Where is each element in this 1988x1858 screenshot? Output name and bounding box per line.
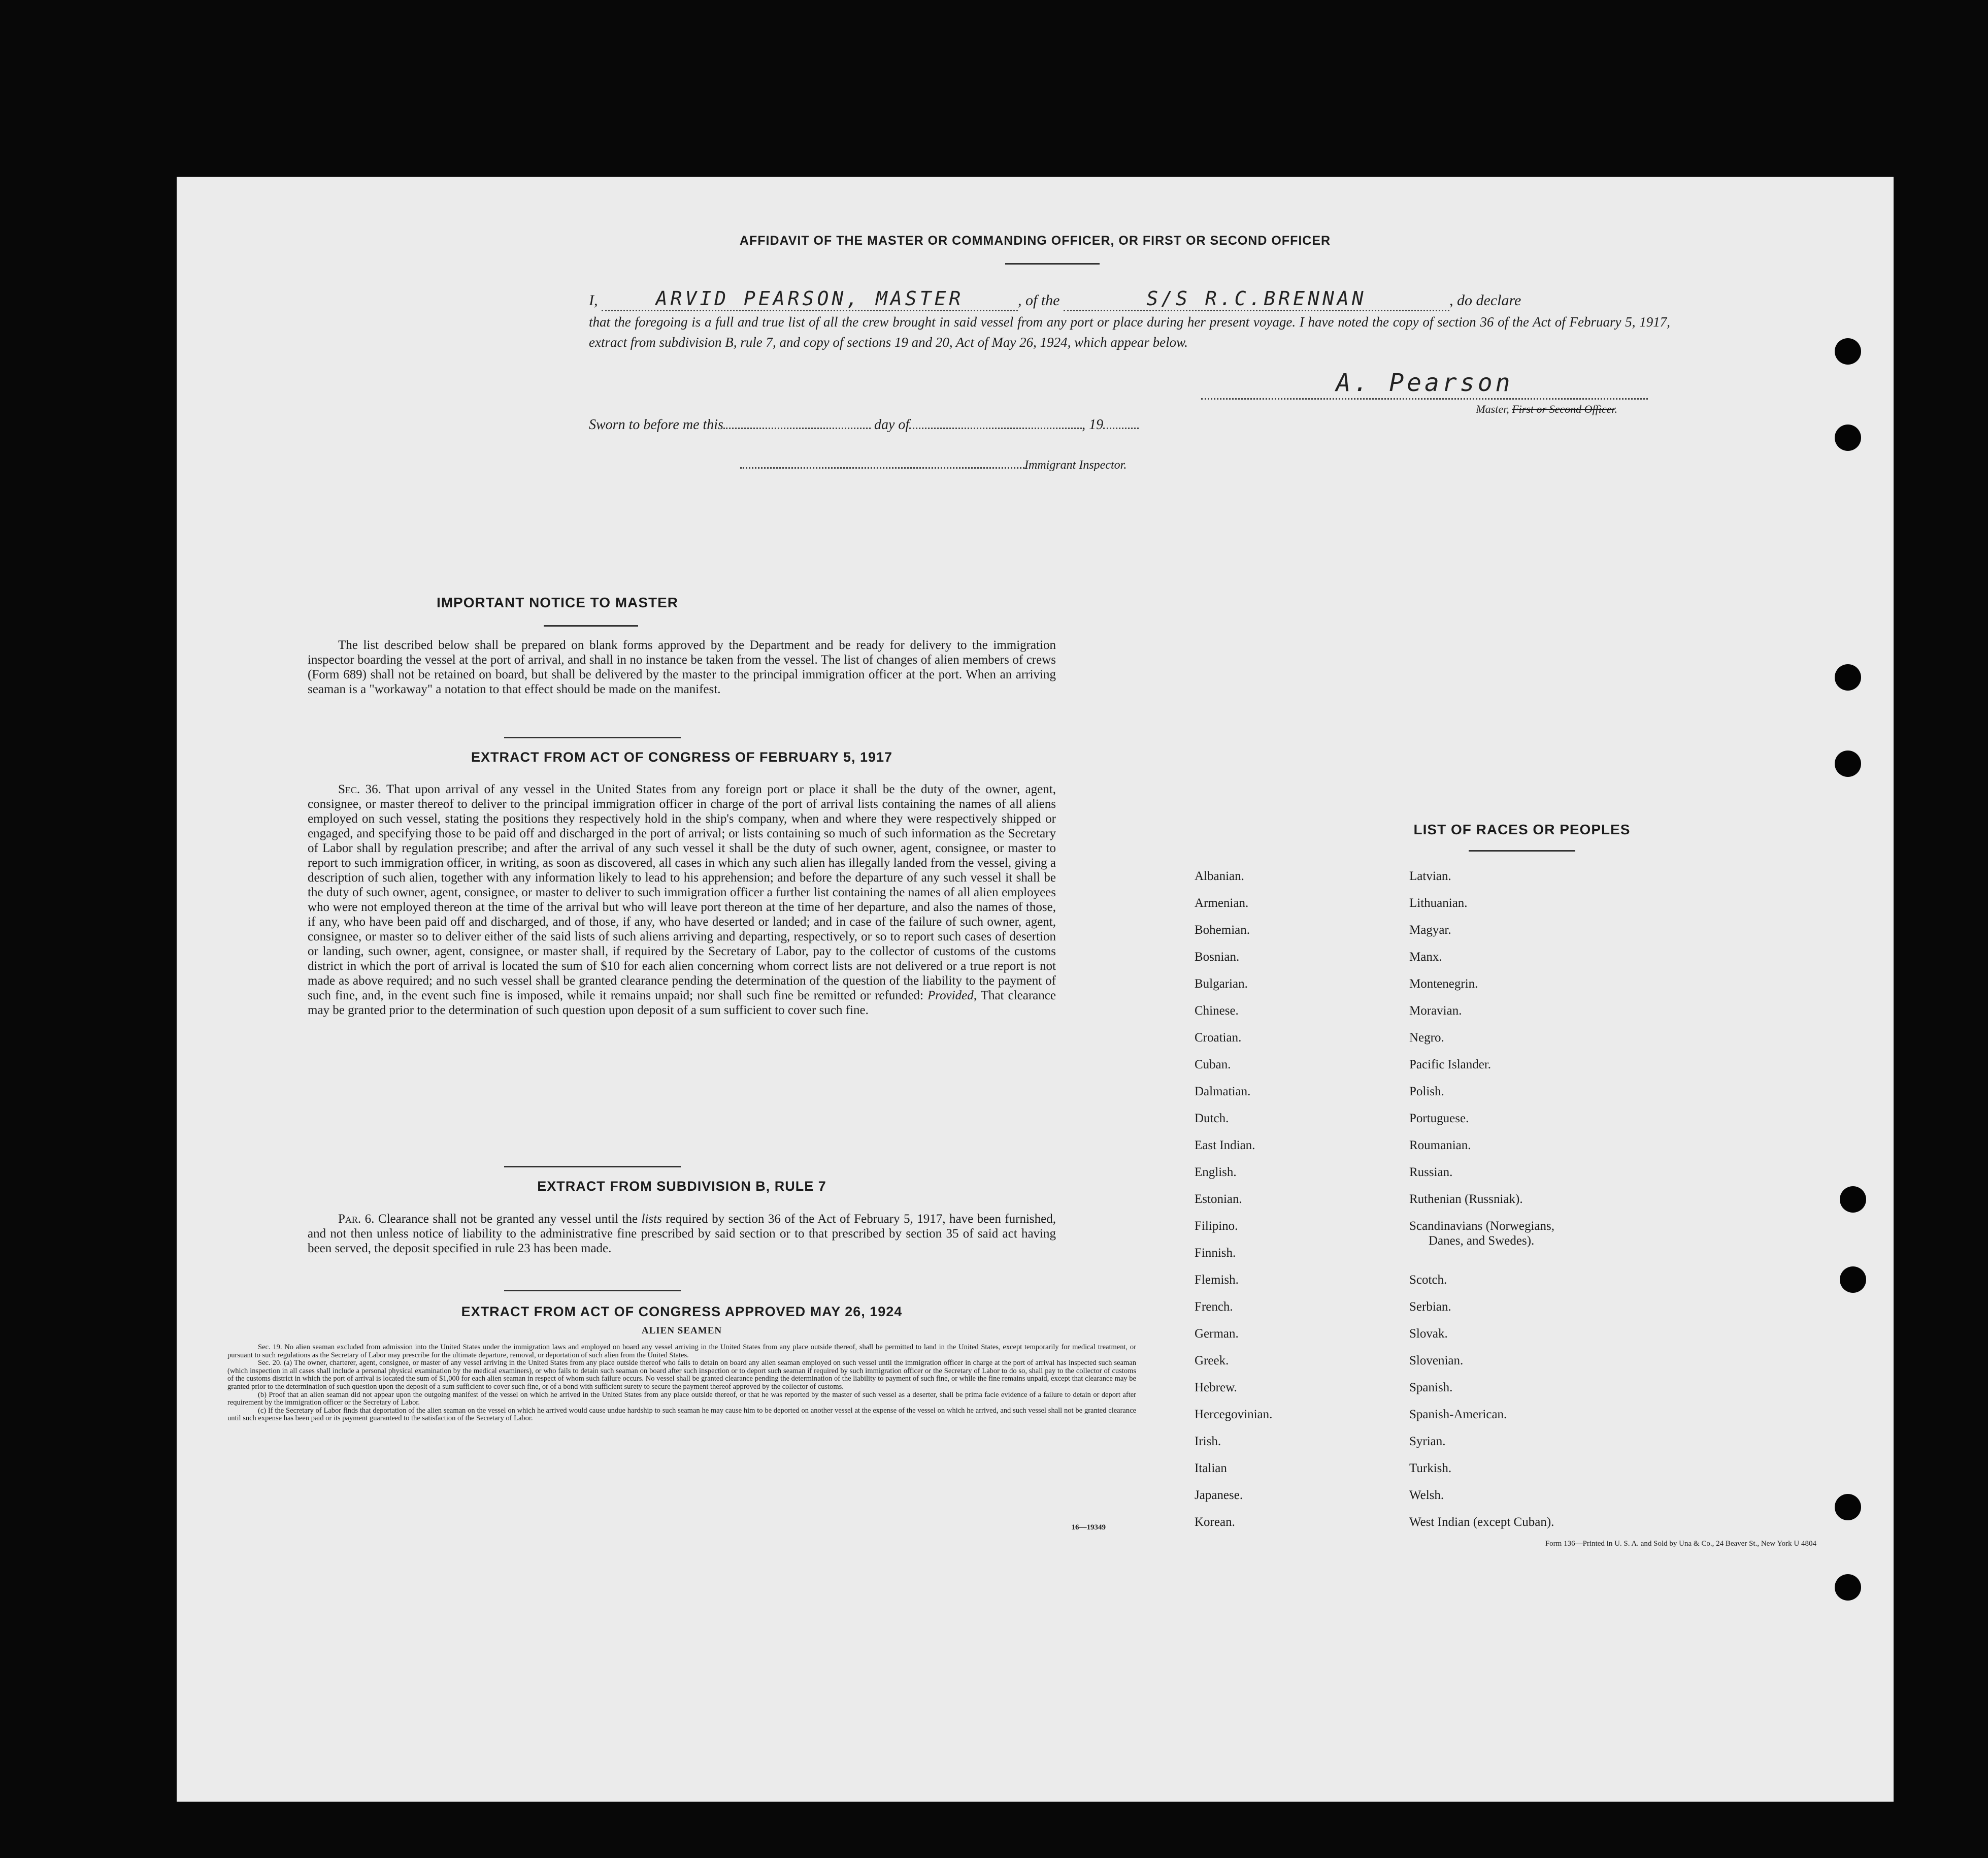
signature-block [1201, 369, 1648, 416]
race-item: Bosnian. [1195, 950, 1240, 964]
race-item: Cuban. [1195, 1058, 1231, 1071]
race-item: Spanish-American. [1409, 1408, 1507, 1421]
race-item: Bulgarian. [1195, 977, 1248, 991]
race-item: Dutch. [1195, 1112, 1229, 1125]
punch-hole [1835, 664, 1861, 691]
punch-hole [1835, 1494, 1861, 1520]
race-item: Magyar. [1409, 923, 1451, 937]
races-title: LIST OF RACES OR PEOPLES [1413, 822, 1631, 837]
title-divider [1005, 263, 1100, 265]
inspector-caption: Immigrant Inspector. [1024, 459, 1127, 472]
punch-hole [1840, 1186, 1866, 1213]
race-item: German. [1195, 1327, 1239, 1341]
race-item: Pacific Islander. [1409, 1058, 1492, 1071]
race-item: Scandinavians (Norwegians, [1409, 1219, 1555, 1233]
notice-divider [544, 625, 638, 627]
race-item: Serbian. [1409, 1300, 1451, 1314]
race-item: Bohemian. [1195, 923, 1250, 937]
race-item: Hercegovinian. [1195, 1408, 1273, 1421]
race-item: Roumanian. [1409, 1138, 1471, 1152]
race-item: Portuguese. [1409, 1112, 1469, 1125]
sec-20b-text: (b) Proof that an alien seaman did not appear upon the outgoing manifest of the vessel on which he arrived in the United States from any place outside thereof, or that he was reported by the master of such vessel as a deserter, shall be prima facie evidence of a failure to detain or deport after requirement by the immigration officer or the Secretary of Labor. [227, 1390, 1136, 1407]
race-item: Moravian. [1409, 1004, 1462, 1018]
alien-seamen-subtitle: ALIEN SEAMEN [641, 1325, 722, 1336]
master-signature: A. Pearson [1201, 369, 1648, 400]
race-item: Lithuanian. [1409, 896, 1468, 910]
par-6-label: Par. 6. [338, 1212, 375, 1226]
race-item: Chinese. [1195, 1004, 1239, 1018]
form-sheet [177, 177, 1894, 1802]
act-1924-body [227, 1344, 1136, 1423]
struck-officer-title: First or Second Officer [1512, 403, 1615, 415]
race-item: Filipino. [1195, 1219, 1238, 1233]
sworn-line: Sworn to before me this day of , 19 [589, 417, 1139, 433]
vessel-name-handwritten: S/S R.C.BRENNAN [1064, 287, 1449, 311]
affidavit-declaration-line: I, ARVID PEARSON, MASTER , of the S/S R.C.BRENNAN , do declare [589, 287, 1521, 311]
race-item: Dalmatian. [1195, 1085, 1251, 1098]
race-item: Japanese. [1195, 1488, 1243, 1502]
race-item: Manx. [1409, 950, 1442, 964]
section-divider-3 [504, 1290, 681, 1291]
affidavit-body: that the foregoing is a full and true list of all the crew brought in said vessel from any port or place during her present voyage. I have noted the copy of section 36 of the Act of February 5, 1917, extract from subdivision B, rule 7, and copy of sections 19 and 20, Act of May 26, 1924, which appear below. [589, 314, 1670, 350]
race-item: Irish. [1195, 1435, 1221, 1448]
race-item: Hebrew. [1195, 1381, 1237, 1394]
race-item: Latvian. [1409, 869, 1451, 883]
race-item: Welsh. [1409, 1488, 1444, 1502]
act-1924-title: EXTRACT FROM ACT OF CONGRESS APPROVED MAY 26, 1924 [461, 1304, 903, 1319]
notice-body: The list described below shall be prepared on blank forms approved by the Department and be ready for delivery to the immigration inspector boarding the vessel at the port of arrival, and shall in no instance be taken from the vessel. The list of changes of alien members of crews (Form 689) shall not be retained on board, but shall be delivered by the master to the principal immigration officer at the port. When an arriving seaman is a "workaway" a notation to that effect should be made on the manifest. [308, 638, 1056, 696]
race-item: Polish. [1409, 1085, 1444, 1098]
inspector-line [740, 459, 1126, 472]
race-item: Russian. [1409, 1165, 1453, 1179]
act-1917-title: EXTRACT FROM ACT OF CONGRESS OF FEBRUARY 5, 1917 [471, 749, 893, 765]
race-item: French. [1195, 1300, 1233, 1314]
race-item: Croatian. [1195, 1031, 1242, 1045]
race-item: Syrian. [1409, 1435, 1446, 1448]
master-name-handwritten: ARVID PEARSON, MASTER [602, 287, 1018, 311]
race-item: East Indian. [1195, 1138, 1255, 1152]
race-item: Montenegrin. [1409, 977, 1478, 991]
section-divider-1 [504, 737, 681, 738]
punch-hole [1835, 1574, 1861, 1601]
act-1917-body: Sec. 36. That upon arrival of any vessel in the United States from any foreign port or place it shall be the duty of the owner, agent, consignee, or master thereof to deliver to the principal immigration officer in charge of the port of arrival lists containing the names of all aliens employed on such vessel, stating the positions they respectively hold in the ship's company, when and where they were respectively shipped or engaged, and specifying those to be paid off and discharged in the port of arrival; or lists containing so much of such information as the Secretary of Labor shall by regulation prescribe; and after the arrival of any such vessel it shall be the duty of such owner, agent, consignee, or master to report to such immigration officer, in writing, as soon as discovered, all cases in which any such alien has illegally landed from the vessel, giving a description of such alien, together with any information likely to lead to his apprehension; and before the departure of any such vessel it shall be the duty of such owner, agent, consignee, or master to deliver to such immigration officer a further list containing the names of all alien employees who were not employed thereon at the time of the arrival but who will leave port thereon at the time of her departure, and also the names of those, if any, who have been paid off and discharged, and of those, if any, who have deserted or landed; and in case of the failure of such owner, agent, consignee, or master so to deliver either of the said lists of such aliens arriving and departing, respectively, or so to report such cases of desertion or landing, such owner, agent, consignee, or master shall, if required by the Secretary of Labor, pay to the collector of customs of the customs district in which the port of arrival is located the sum of $10 for each alien concerning whom correct lists are not delivered or a true report is not made as above required; and no such vessel shall be granted clearance pending the determination of the question of the liability to the payment of such fine, and, in the event such fine is imposed, while it remains unpaid; nor shall such fine be remitted or refunded: Provided, That clearance may be granted prior to the determination of such question upon deposit of a sum sufficient to cover such fine. [308, 783, 1056, 1017]
sec-20c-text: (c) If the Secretary of Labor finds that deportation of the alien seaman on the vessel on which he arrived would cause undue hardship to such seaman he may cause him to be deported on another vessel at the expense of the vessel on which he arrived, and such vessel shall not be granted clearance until such expense has been paid or its payment guaranteed to the satisfaction of the Secretary of Labor. [227, 1406, 1136, 1423]
race-item: Slovak. [1409, 1327, 1448, 1341]
race-item: Slovenian. [1409, 1354, 1464, 1367]
race-item: English. [1195, 1165, 1237, 1179]
rule-7-body: Par. 6. Clearance shall not be granted any vessel until the lists required by section 36 of the Act of February 5, 1917, have been furnished, and not then unless notice of liability to the administrative fine prescribed by said section or to that prescribed by section 35 of said act having been served, the deposit specified in rule 23 has been made. [308, 1212, 1056, 1255]
punch-hole [1835, 751, 1861, 777]
punch-hole [1840, 1266, 1866, 1293]
race-item: Albanian. [1195, 869, 1244, 883]
do-declare-label: do declare [1457, 292, 1521, 309]
punch-hole [1835, 425, 1861, 451]
race-item-continuation: Danes, and Swedes). [1429, 1234, 1535, 1248]
race-item: Estonian. [1195, 1192, 1242, 1206]
race-item: Flemish. [1195, 1273, 1239, 1287]
race-item: Scotch. [1409, 1273, 1447, 1287]
punch-hole [1835, 338, 1861, 365]
of-the-label: of the [1025, 292, 1060, 309]
affidavit-title: AFFIDAVIT OF THE MASTER OR COMMANDING OFFICER, OR FIRST OR SECOND OFFICER [739, 234, 1331, 248]
sec-36-label: Sec. 36. [338, 783, 381, 796]
declaration-prefix: I, [589, 292, 598, 309]
race-item: Turkish. [1409, 1461, 1452, 1475]
notice-title: IMPORTANT NOTICE TO MASTER [436, 595, 679, 610]
race-item: Finnish. [1195, 1246, 1236, 1260]
race-item: West Indian (except Cuban). [1409, 1515, 1554, 1529]
race-item: Spanish. [1409, 1381, 1453, 1394]
race-item: Greek. [1195, 1354, 1229, 1367]
form-print-note: Form 136—Printed in U. S. A. and Sold by Una & Co., 24 Beaver St., New York U 4804 [1545, 1540, 1816, 1548]
race-item: Ruthenian (Russniak). [1409, 1192, 1523, 1206]
race-item: Negro. [1409, 1031, 1444, 1045]
section-divider-2 [504, 1166, 681, 1167]
race-item: Korean. [1195, 1515, 1235, 1529]
sec-19-text: Sec. 19. No alien seaman excluded from admission into the United States under the immigration laws and employed on board any vessel arriving in the United States from any place outside thereof, shall be permitted to land in the United States, except temporarily for medical treatment, or pursuant to such regulations as the Secretary of Labor may prescribe for the ultimate departure, removal, or deportation of such alien from the United States. [227, 1343, 1136, 1359]
rule-7-title: EXTRACT FROM SUBDIVISION B, RULE 7 [537, 1179, 826, 1194]
print-code: 16—19349 [1071, 1523, 1106, 1531]
signature-caption: Master, First or Second Officer. [1476, 403, 1617, 415]
race-item: Italian [1195, 1461, 1227, 1475]
race-item: Armenian. [1195, 896, 1249, 910]
provided-label: Provided, [927, 989, 977, 1002]
sec-20a-text: Sec. 20. (a) The owner, charterer, agent, consignee, or master of any vessel arriving in the United States from any place outside thereof who fails to detain on board any alien seaman employed on such vessel until the immigration officer in charge at the port of arrival has inspected such seaman (which inspection in all cases shall include a personal physical examination by the medical examiners), or who fails to detain such seaman on board after such inspection or to deport such seaman if required by such immigration officer or the Secretary of Labor to do so, shall pay to the collector of customs of the customs district in which the port of arrival is located the sum of $1,000 for each alien seaman in respect of whom such failure occurs. No vessel shall be granted clearance pending the determination of the liability to payment of such fine, or while the fine remains unpaid, except that clearance may be granted prior to the determination of such question upon the deposit of a sum sufficient to cover such fine, or of a bond with sufficient surety to secure the payment thereof approved by the collector of customs. [227, 1359, 1136, 1391]
races-divider [1469, 850, 1575, 852]
